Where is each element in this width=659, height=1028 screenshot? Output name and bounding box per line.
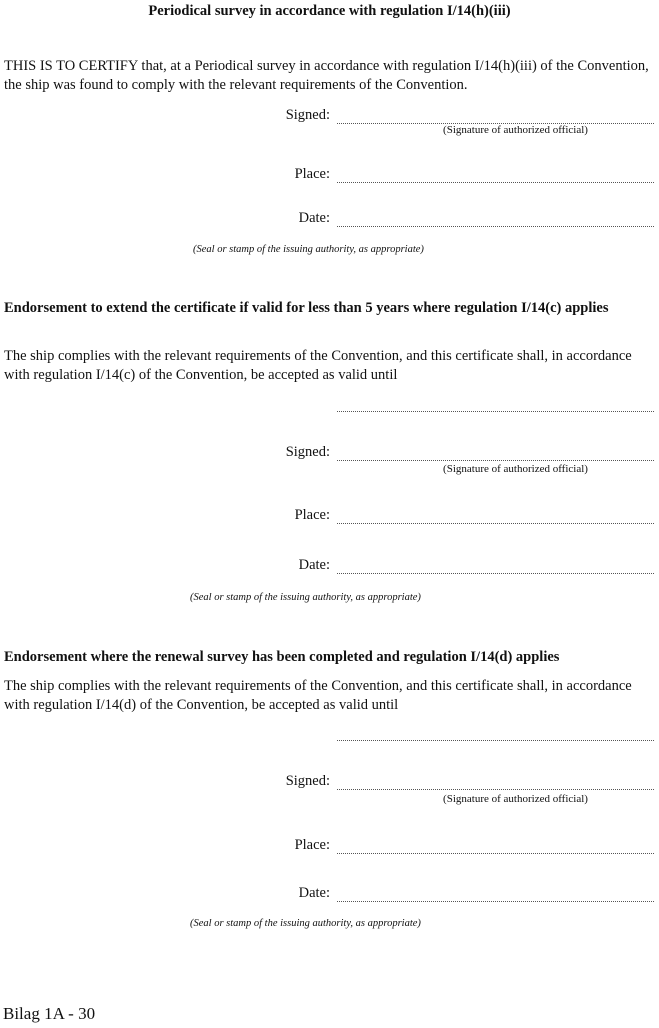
valid-until-field[interactable] [337,740,654,741]
section-heading: Endorsement where the renewal survey has been completed and regulation I/14(d) applies [4,649,560,665]
date-label: Date: [298,210,330,226]
signature-field[interactable] [337,460,654,461]
seal-caption: (Seal or stamp of the issuing authority, as appropriate) [190,592,421,603]
date-field[interactable] [337,573,654,574]
page-title: Periodical survey in accordance with regulation I/14(h)(iii) [148,3,511,19]
place-field[interactable] [337,182,654,183]
signature-caption: (Signature of authorized official) [443,793,588,805]
date-field[interactable] [337,226,654,227]
valid-until-field[interactable] [337,411,654,412]
signature-caption: (Signature of authorized official) [443,463,588,475]
page-footer: Bilag 1A - 30 [3,1004,96,1023]
seal-caption: (Seal or stamp of the issuing authority, as appropriate) [190,918,421,929]
endorsement-text: The ship complies with the relevant requirements of the Convention, and this certificate shall, in accordance with regulation I/14(d) of the Convention, be accepted as valid until [4,678,632,713]
date-field[interactable] [337,901,654,902]
date-label: Date: [298,885,330,901]
place-label: Place: [294,837,330,853]
place-field[interactable] [337,523,654,524]
signature-field[interactable] [337,789,654,790]
signed-label: Signed: [285,773,330,789]
signed-label: Signed: [285,444,330,460]
date-label: Date: [298,557,330,573]
endorsement-text: The ship complies with the relevant requirements of the Convention, and this certificate shall, in accordance with regulation I/14(c) of the Convention, be accepted as valid until [4,348,632,383]
place-label: Place: [294,166,330,182]
signed-label: Signed: [285,107,330,123]
place-field[interactable] [337,853,654,854]
section-heading: Endorsement to extend the certificate if valid for less than 5 years where regulation I/14(c) applies [4,300,609,316]
signature-caption: (Signature of authorized official) [443,124,588,136]
certify-text: THIS IS TO CERTIFY that, at a Periodical survey in accordance with regulation I/14(h)(iii) of the Convention, the ship was found to comply with the relevant requirements of the Convention. [4,58,649,93]
seal-caption: (Seal or stamp of the issuing authority, as appropriate) [193,244,424,255]
place-label: Place: [294,507,330,523]
